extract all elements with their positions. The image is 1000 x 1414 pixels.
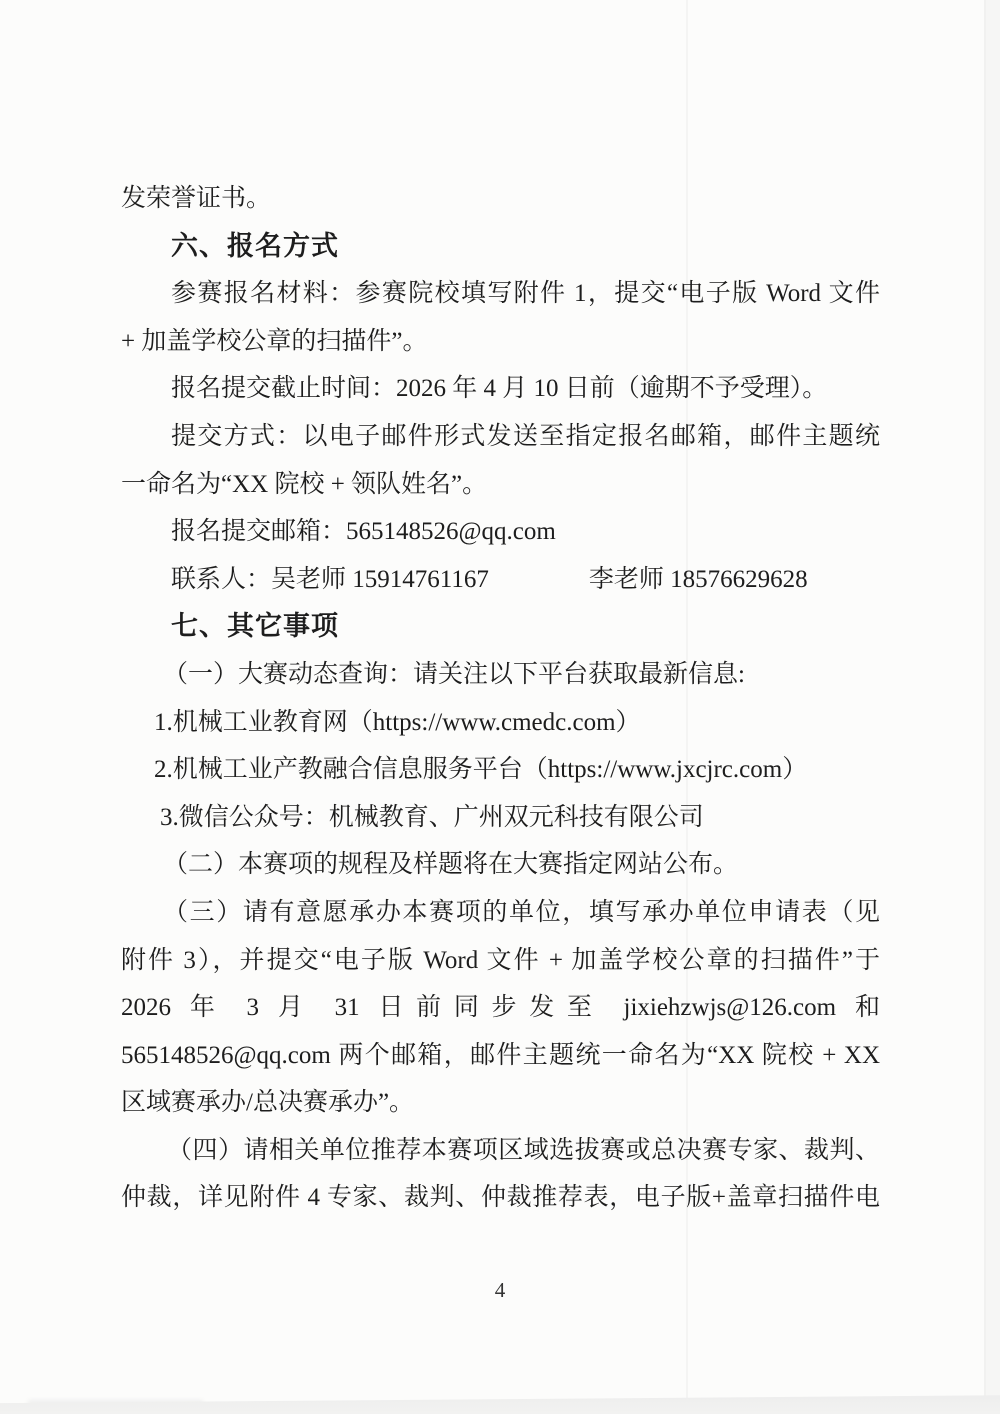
doc-line: 附件 3），并提交“电子版 Word 文件 + 加盖学校公章的扫描件”于 bbox=[121, 946, 880, 974]
doc-line-website-1: 1.机械工业教育网（https://www.cmedc.com） bbox=[154, 708, 641, 736]
heading-section-six: 六、报名方式 bbox=[171, 230, 339, 262]
doc-line: （二）本赛项的规程及样题将在大赛指定网站公布。 bbox=[163, 851, 739, 879]
doc-line: 2026 年 3 月 31 日前同步发至 jixiehzwjs@126.com 和 bbox=[121, 994, 880, 1022]
doc-line: （四）请相关单位推荐本赛项区域选拔赛或总决赛专家、裁判、 bbox=[167, 1136, 880, 1164]
page-number: 4 bbox=[494, 1278, 506, 1302]
doc-line: + 加盖学校公章的扫描件”。 bbox=[121, 327, 428, 355]
doc-line: （三）请有意愿承办本赛项的单位，填写承办单位申请表（见 bbox=[163, 898, 880, 926]
doc-line: 仲裁，详见附件 4 专家、裁判、仲裁推荐表，电子版+盖章扫描件电 bbox=[121, 1184, 880, 1212]
doc-line: 提交方式：以电子邮件形式发送至指定报名邮箱，邮件主题统 bbox=[171, 422, 880, 450]
heading-section-seven: 七、其它事项 bbox=[171, 611, 339, 643]
scan-artifact-right-edge bbox=[986, 0, 1000, 1414]
doc-line: 区域赛承办/总决赛承办”。 bbox=[121, 1089, 415, 1117]
doc-line: 参赛报名材料：参赛院校填写附件 1，提交“电子版 Word 文件 bbox=[171, 280, 880, 308]
doc-line-email: 报名提交邮箱：565148526@qq.com bbox=[171, 518, 556, 546]
scan-artifact-right-line bbox=[984, 0, 986, 1414]
doc-line-deadline: 报名提交截止时间：2026 年 4 月 10 日前（逾期不予受理）。 bbox=[171, 375, 828, 403]
doc-line: 一命名为“XX 院校 + 领队姓名”。 bbox=[121, 470, 488, 498]
doc-line: （一）大赛动态查询：请关注以下平台获取最新信息: bbox=[163, 660, 745, 688]
doc-line: 发荣誉证书。 bbox=[121, 185, 272, 212]
doc-line-contacts: 联系人：吴老师 15914761167 李老师 18576629628 bbox=[171, 565, 808, 593]
doc-line: 565148526@qq.com 两个邮箱，邮件主题统一命名为“XX 院校 + XX bbox=[121, 1041, 880, 1069]
doc-line-wechat: 3.微信公众号：机械教育、广州双元科技有限公司 bbox=[160, 803, 704, 831]
doc-line-website-2: 2.机械工业产教融合信息服务平台（https://www.jxcjrc.com） bbox=[154, 756, 808, 784]
document-body bbox=[121, 175, 880, 1222]
